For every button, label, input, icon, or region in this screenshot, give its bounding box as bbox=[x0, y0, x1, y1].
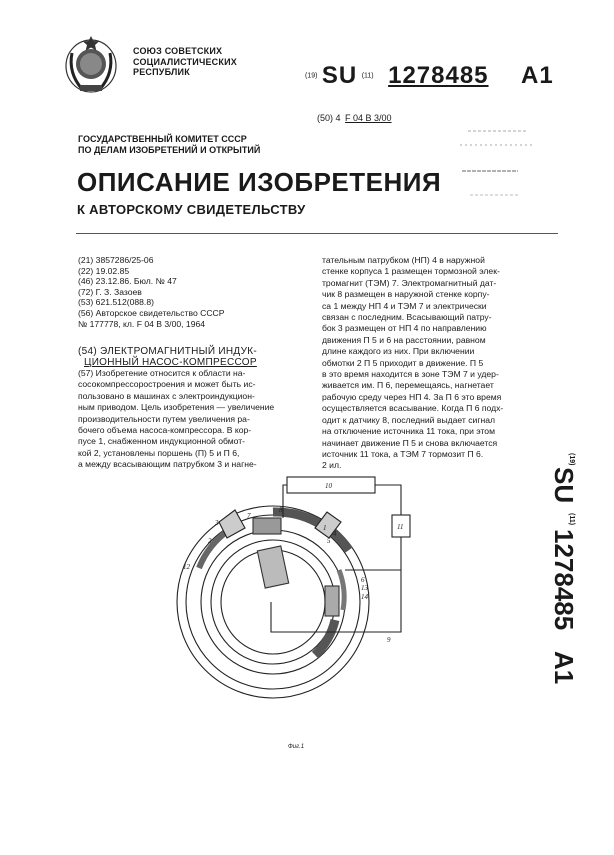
abstract-left-column bbox=[78, 368, 303, 471]
library-stamp bbox=[440, 125, 550, 205]
abstract-line: обмотки 2 П 5 приходит в движение. П 5 bbox=[322, 357, 484, 368]
abstract-line: пользовано в машинах с электроиндукцион- bbox=[78, 390, 255, 401]
biblio-line: № 177778, кл. F 04 B 3/00, 1964 bbox=[78, 318, 206, 329]
abstract-line: тательным патрубком (НП) 4 в наружной bbox=[322, 255, 485, 265]
abstract-line: стенке корпуса 1 размещен тормозной элек- bbox=[322, 266, 500, 277]
patent-number: 1278485 bbox=[388, 62, 489, 89]
abstract-line: бочего объема насоса-компрессора. В кор- bbox=[78, 425, 252, 436]
abstract-right-column bbox=[322, 255, 557, 472]
figure-label: 12 bbox=[183, 563, 190, 571]
pump-diagram-figure bbox=[175, 470, 435, 770]
code-19: (19) bbox=[305, 72, 318, 80]
abstract-line: начинает движение П 5 и снова включается bbox=[322, 437, 498, 448]
committee-line: ГОСУДАРСТВЕННЫЙ КОМИТЕТ СССР bbox=[78, 134, 247, 144]
abstract-line: тромагнит (ТЭМ) 7. Электромагнитный дат- bbox=[322, 277, 497, 288]
abstract-line: (57) Изобретение относится к области на- bbox=[78, 368, 246, 378]
abstract-line: движения П 5 и 6 на расстоянии, равном bbox=[322, 334, 486, 345]
publication-number bbox=[305, 62, 554, 90]
figure-label: 4 bbox=[333, 530, 337, 538]
figure-label: 9 bbox=[387, 636, 391, 644]
side-code-11: (11) bbox=[568, 513, 575, 526]
abstract-line: в это время находится в зоне ТЭМ 7 и удер- bbox=[322, 369, 499, 380]
figure-label: 5 bbox=[327, 537, 331, 545]
abstract-line: 2 ил. bbox=[322, 460, 342, 471]
abstract-line: на отключение источника 11 тока, при этом bbox=[322, 426, 495, 437]
ussr-emblem bbox=[62, 33, 120, 95]
abstract-line: кой 2, установлены поршень (П) 5 и П 6, bbox=[78, 447, 240, 458]
invention-name-line: (54) ЭЛЕКТРОМАГНИТНЫЙ ИНДУК- bbox=[78, 346, 257, 357]
abstract-line: сосокомпрессоростроения и может быть ис- bbox=[78, 379, 256, 390]
abstract-line: производительности путем увеличения ра- bbox=[78, 413, 250, 424]
figure-label: 3 bbox=[215, 519, 219, 527]
bibliographic-data bbox=[78, 255, 308, 329]
abstract-line: ным приводом. Цель изобретения — увеличение bbox=[78, 402, 275, 413]
abstract-line: осуществляется всасывание. Когда П 6 подх- bbox=[322, 403, 504, 414]
committee-name bbox=[78, 134, 260, 155]
biblio-line: (21) 3857286/25-06 bbox=[78, 255, 154, 265]
abstract-line: источник 11 тока, а ТЭМ 7 тормозит П 6. bbox=[322, 448, 484, 459]
invention-name bbox=[78, 346, 308, 368]
abstract-line: пусе 1, снабженном индукционной обмот- bbox=[78, 436, 246, 447]
biblio-line: (53) 621.512(088.8) bbox=[78, 297, 154, 308]
ipc-code: (50) 4 bbox=[317, 113, 341, 123]
figure-label: 11 bbox=[397, 523, 404, 531]
document-subtitle: К АВТОРСКОМУ СВИДЕТЕЛЬСТВУ bbox=[77, 202, 306, 217]
header-divider bbox=[76, 233, 558, 234]
abstract-line: са 1 между НП 4 и ТЭМ 7 и электрически bbox=[322, 300, 487, 311]
biblio-line: (56) Авторское свидетельство СССР bbox=[78, 307, 225, 318]
figure-label: 1 bbox=[323, 524, 327, 532]
code-11: (11) bbox=[361, 72, 374, 80]
side-country: SU bbox=[549, 467, 579, 504]
abstract-line: а между всасывающим патрубком 3 и нагне- bbox=[78, 459, 257, 470]
document-title: ОПИСАНИЕ ИЗОБРЕТЕНИЯ bbox=[77, 167, 442, 197]
abstract-line: живается им. П 6, перемещаясь, нагнетает bbox=[322, 380, 494, 391]
union-line: СОЦИАЛИСТИЧЕСКИХ bbox=[133, 56, 237, 67]
figure-label: 8 bbox=[279, 506, 283, 514]
side-number: 1278485 bbox=[549, 529, 579, 631]
biblio-line: (22) 19.02.85 bbox=[78, 265, 130, 276]
union-line: РЕСПУБЛИК bbox=[133, 67, 190, 77]
state-union-name bbox=[133, 46, 237, 78]
abstract-line: чик 8 размещен в наружной стенке корпу- bbox=[322, 289, 490, 300]
figure-label: 6 bbox=[361, 576, 365, 584]
figure-label: 13 bbox=[361, 584, 368, 592]
side-kind: A1 bbox=[549, 651, 579, 685]
figure-label: 14 bbox=[361, 593, 368, 601]
figure-label: 2 bbox=[208, 537, 212, 545]
figure-label: 10 bbox=[325, 482, 332, 490]
abstract-line: рабочую среду через НП 4. За П 6 это время bbox=[322, 391, 502, 402]
ipc-classification bbox=[317, 113, 392, 123]
country-code: SU bbox=[321, 62, 358, 89]
side-code-19: (19) bbox=[568, 453, 575, 466]
kind-code: A1 bbox=[520, 62, 554, 89]
committee-line: ПО ДЕЛАМ ИЗОБРЕТЕНИЙ И ОТКРЫТИЙ bbox=[78, 144, 261, 155]
side-publication-number bbox=[545, 453, 585, 693]
biblio-line: (46) 23.12.86. Бюл. № 47 bbox=[78, 276, 177, 287]
abstract-line: одит к датчику 8, последний выдает сигнал bbox=[322, 414, 495, 425]
abstract-line: связан с последним. Всасывающий патру- bbox=[322, 312, 492, 323]
figure-caption: Фиг.1 bbox=[288, 744, 305, 750]
abstract-line: длине каждого из них. При включении bbox=[322, 346, 475, 357]
figure-label: 7 bbox=[247, 512, 251, 520]
biblio-line: (72) Г. З. Зазоев bbox=[78, 286, 142, 297]
abstract-line: бок 3 размещен от НП 4 по направлению bbox=[322, 323, 487, 334]
ipc-class: F 04 B 3/00 bbox=[345, 113, 392, 123]
union-line: СОЮЗ СОВЕТСКИХ bbox=[133, 46, 223, 56]
invention-name-line: ЦИОННЫЙ НАСОС-КОМПРЕССОР bbox=[84, 357, 257, 368]
